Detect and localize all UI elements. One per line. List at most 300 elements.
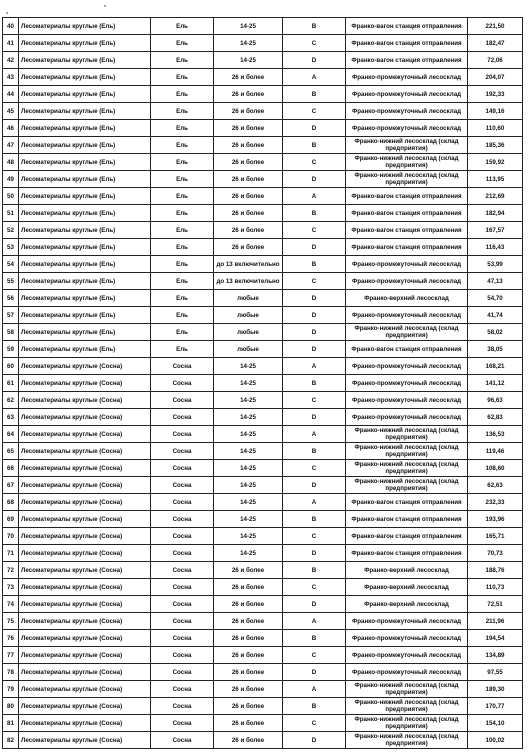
diameter-range: любые — [214, 307, 283, 324]
row-number: 71 — [3, 545, 19, 562]
species: Сосна — [151, 477, 214, 494]
species: Сосна — [151, 443, 214, 460]
price-value: 141,12 — [468, 375, 523, 392]
row-number: 63 — [3, 409, 19, 426]
price-zone: В — [283, 562, 346, 579]
diameter-range: 14-25 — [214, 18, 283, 35]
price-zone: А — [283, 613, 346, 630]
row-number: 40 — [3, 18, 19, 35]
species: Сосна — [151, 681, 214, 698]
row-number: 44 — [3, 86, 19, 103]
table-row — [3, 579, 523, 596]
diameter-range: 14-25 — [214, 477, 283, 494]
delivery-condition: Франко-промежуточный лесосклад — [346, 103, 468, 120]
delivery-condition: Франко-вагон станция отправления — [346, 52, 468, 69]
species: Ель — [151, 222, 214, 239]
price-zone: D — [283, 409, 346, 426]
table-row — [3, 205, 523, 222]
delivery-condition: Франко-промежуточный лесосклад — [346, 86, 468, 103]
table-row — [3, 154, 523, 171]
material-name: Лесоматериалы круглые (Сосна) — [19, 732, 151, 749]
species: Сосна — [151, 715, 214, 732]
delivery-condition: Франко-промежуточный лесосклад — [346, 256, 468, 273]
material-name: Лесоматериалы круглые (Сосна) — [19, 460, 151, 477]
price-zone: D — [283, 477, 346, 494]
table-row — [3, 222, 523, 239]
row-number: 62 — [3, 392, 19, 409]
price-zone: В — [283, 511, 346, 528]
delivery-condition: Франко-вагон станция отправления — [346, 511, 468, 528]
price-value: 97,55 — [468, 664, 523, 681]
diameter-range: 26 и более — [214, 205, 283, 222]
table-row — [3, 545, 523, 562]
diameter-range: 26 и более — [214, 171, 283, 188]
species: Ель — [151, 137, 214, 154]
material-name: Лесоматериалы круглые (Ель) — [19, 307, 151, 324]
price-zone: А — [283, 69, 346, 86]
row-number: 76 — [3, 630, 19, 647]
price-table-page — [2, 17, 523, 749]
table-row — [3, 307, 523, 324]
row-number: 56 — [3, 290, 19, 307]
species: Ель — [151, 86, 214, 103]
species: Ель — [151, 256, 214, 273]
material-name: Лесоматериалы круглые (Ель) — [19, 52, 151, 69]
material-name: Лесоматериалы круглые (Сосна) — [19, 528, 151, 545]
table-row — [3, 18, 523, 35]
row-number: 81 — [3, 715, 19, 732]
price-zone: А — [283, 494, 346, 511]
row-number: 82 — [3, 732, 19, 749]
table-row — [3, 256, 523, 273]
price-zone: D — [283, 596, 346, 613]
table-row — [3, 477, 523, 494]
diameter-range: 26 и более — [214, 137, 283, 154]
delivery-condition: Франко-вагон станция отправления — [346, 545, 468, 562]
material-name: Лесоматериалы круглые (Сосна) — [19, 715, 151, 732]
material-name: Лесоматериалы круглые (Сосна) — [19, 630, 151, 647]
price-value: 192,33 — [468, 86, 523, 103]
diameter-range: до 13 включительно — [214, 256, 283, 273]
table-row — [3, 103, 523, 120]
species: Ель — [151, 69, 214, 86]
material-name: Лесоматериалы круглые (Ель) — [19, 18, 151, 35]
price-value: 136,53 — [468, 426, 523, 443]
price-zone: D — [283, 171, 346, 188]
species: Сосна — [151, 409, 214, 426]
price-value: 204,07 — [468, 69, 523, 86]
diameter-range: 14-25 — [214, 375, 283, 392]
price-value: 188,76 — [468, 562, 523, 579]
diameter-range: 14-25 — [214, 545, 283, 562]
table-row — [3, 120, 523, 137]
material-name: Лесоматериалы круглые (Ель) — [19, 256, 151, 273]
species: Сосна — [151, 392, 214, 409]
diameter-range: 26 и более — [214, 239, 283, 256]
price-table — [2, 17, 523, 749]
table-row — [3, 681, 523, 698]
price-value: 70,73 — [468, 545, 523, 562]
price-zone: В — [283, 137, 346, 154]
price-zone: D — [283, 341, 346, 358]
row-number: 78 — [3, 664, 19, 681]
species: Сосна — [151, 579, 214, 596]
species: Сосна — [151, 664, 214, 681]
diameter-range: 14-25 — [214, 494, 283, 511]
row-number: 70 — [3, 528, 19, 545]
table-row — [3, 137, 523, 154]
material-name: Лесоматериалы круглые (Ель) — [19, 86, 151, 103]
delivery-condition: Франко-промежуточный лесосклад — [346, 120, 468, 137]
species: Ель — [151, 52, 214, 69]
price-zone: А — [283, 681, 346, 698]
row-number: 55 — [3, 273, 19, 290]
species: Сосна — [151, 528, 214, 545]
row-number: 50 — [3, 188, 19, 205]
material-name: Лесоматериалы круглые (Сосна) — [19, 358, 151, 375]
delivery-condition: Франко-вагон станция отправления — [346, 528, 468, 545]
price-zone: В — [283, 18, 346, 35]
price-zone: С — [283, 392, 346, 409]
table-row — [3, 69, 523, 86]
price-value: 170,77 — [468, 698, 523, 715]
table-row — [3, 52, 523, 69]
table-row — [3, 596, 523, 613]
price-value: 193,96 — [468, 511, 523, 528]
delivery-condition: Франко-нижний лесосклад (склад предприятия) — [346, 460, 468, 477]
diameter-range: любые — [214, 341, 283, 358]
price-zone: В — [283, 205, 346, 222]
delivery-condition: Франко-нижний лесосклад (склад предприятия) — [346, 154, 468, 171]
diameter-range: 26 и более — [214, 647, 283, 664]
delivery-condition: Франко-вагон станция отправления — [346, 205, 468, 222]
diameter-range: 26 и более — [214, 579, 283, 596]
material-name: Лесоматериалы круглые (Сосна) — [19, 647, 151, 664]
delivery-condition: Франко-вагон станция отправления — [346, 35, 468, 52]
row-number: 54 — [3, 256, 19, 273]
price-zone: С — [283, 528, 346, 545]
row-number: 52 — [3, 222, 19, 239]
row-number: 75 — [3, 613, 19, 630]
material-name: Лесоматериалы круглые (Сосна) — [19, 545, 151, 562]
delivery-condition: Франко-вагон станция отправления — [346, 239, 468, 256]
species: Ель — [151, 341, 214, 358]
diameter-range: любые — [214, 324, 283, 341]
diameter-range: 26 и более — [214, 103, 283, 120]
diameter-range: 26 и более — [214, 732, 283, 749]
delivery-condition: Франко-нижний лесосклад (склад предприятия) — [346, 426, 468, 443]
price-value: 54,70 — [468, 290, 523, 307]
price-value: 182,94 — [468, 205, 523, 222]
table-row — [3, 392, 523, 409]
price-value: 62,63 — [468, 477, 523, 494]
row-number: 51 — [3, 205, 19, 222]
price-zone: В — [283, 698, 346, 715]
scan-speck — [6, 12, 8, 14]
diameter-range: 26 и более — [214, 613, 283, 630]
price-zone: D — [283, 120, 346, 137]
table-row — [3, 375, 523, 392]
table-row — [3, 613, 523, 630]
price-value: 232,33 — [468, 494, 523, 511]
material-name: Лесоматериалы круглые (Сосна) — [19, 409, 151, 426]
species: Сосна — [151, 613, 214, 630]
diameter-range: 26 и более — [214, 69, 283, 86]
delivery-condition: Франко-вагон станция отправления — [346, 188, 468, 205]
species: Ель — [151, 307, 214, 324]
delivery-condition: Франко-вагон станция отправления — [346, 18, 468, 35]
price-value: 38,05 — [468, 341, 523, 358]
diameter-range: 26 и более — [214, 86, 283, 103]
delivery-condition: Франко-верхний лесосклад — [346, 562, 468, 579]
diameter-range: 26 и более — [214, 222, 283, 239]
table-row — [3, 630, 523, 647]
table-row — [3, 341, 523, 358]
table-row — [3, 273, 523, 290]
species: Ель — [151, 120, 214, 137]
price-zone: D — [283, 290, 346, 307]
material-name: Лесоматериалы круглые (Сосна) — [19, 613, 151, 630]
delivery-condition: Франко-промежуточный лесосклад — [346, 630, 468, 647]
species: Сосна — [151, 596, 214, 613]
delivery-condition: Франко-промежуточный лесосклад — [346, 273, 468, 290]
price-value: 113,95 — [468, 171, 523, 188]
price-zone: С — [283, 647, 346, 664]
material-name: Лесоматериалы круглые (Сосна) — [19, 698, 151, 715]
price-value: 189,30 — [468, 681, 523, 698]
species: Сосна — [151, 562, 214, 579]
species: Сосна — [151, 630, 214, 647]
diameter-range: 26 и более — [214, 120, 283, 137]
price-value: 185,36 — [468, 137, 523, 154]
material-name: Лесоматериалы круглые (Сосна) — [19, 477, 151, 494]
price-zone: А — [283, 358, 346, 375]
table-row — [3, 732, 523, 749]
material-name: Лесоматериалы круглые (Ель) — [19, 188, 151, 205]
diameter-range: 14-25 — [214, 392, 283, 409]
row-number: 61 — [3, 375, 19, 392]
row-number: 73 — [3, 579, 19, 596]
price-value: 149,16 — [468, 103, 523, 120]
row-number: 53 — [3, 239, 19, 256]
price-value: 72,51 — [468, 596, 523, 613]
delivery-condition: Франко-верхний лесосклад — [346, 290, 468, 307]
material-name: Лесоматериалы круглые (Ель) — [19, 222, 151, 239]
price-value: 100,02 — [468, 732, 523, 749]
species: Ель — [151, 171, 214, 188]
row-number: 42 — [3, 52, 19, 69]
price-zone: С — [283, 715, 346, 732]
price-value: 96,63 — [468, 392, 523, 409]
row-number: 58 — [3, 324, 19, 341]
price-value: 119,46 — [468, 443, 523, 460]
delivery-condition: Франко-промежуточный лесосклад — [346, 613, 468, 630]
diameter-range: 26 и более — [214, 664, 283, 681]
delivery-condition: Франко-вагон станция отправления — [346, 494, 468, 511]
price-value: 167,57 — [468, 222, 523, 239]
price-value: 110,73 — [468, 579, 523, 596]
price-value: 116,43 — [468, 239, 523, 256]
material-name: Лесоматериалы круглые (Ель) — [19, 273, 151, 290]
price-zone: D — [283, 732, 346, 749]
delivery-condition: Франко-нижний лесосклад (склад предприятия) — [346, 681, 468, 698]
table-row — [3, 698, 523, 715]
price-value: 110,60 — [468, 120, 523, 137]
material-name: Лесоматериалы круглые (Ель) — [19, 171, 151, 188]
price-value: 212,69 — [468, 188, 523, 205]
table-row — [3, 494, 523, 511]
table-row — [3, 324, 523, 341]
price-zone: С — [283, 579, 346, 596]
row-number: 45 — [3, 103, 19, 120]
material-name: Лесоматериалы круглые (Сосна) — [19, 443, 151, 460]
table-row — [3, 358, 523, 375]
row-number: 74 — [3, 596, 19, 613]
table-row — [3, 290, 523, 307]
row-number: 49 — [3, 171, 19, 188]
diameter-range: до 13 включительно — [214, 273, 283, 290]
row-number: 65 — [3, 443, 19, 460]
species: Ель — [151, 290, 214, 307]
material-name: Лесоматериалы круглые (Ель) — [19, 341, 151, 358]
table-row — [3, 647, 523, 664]
delivery-condition: Франко-нижний лесосклад (склад предприятия) — [346, 732, 468, 749]
price-zone: С — [283, 103, 346, 120]
price-table-body — [3, 18, 523, 749]
price-zone: А — [283, 426, 346, 443]
price-value: 47,13 — [468, 273, 523, 290]
table-row — [3, 171, 523, 188]
diameter-range: 14-25 — [214, 35, 283, 52]
delivery-condition: Франко-промежуточный лесосклад — [346, 664, 468, 681]
diameter-range: 26 и более — [214, 715, 283, 732]
delivery-condition: Франко-нижний лесосклад (склад предприятия) — [346, 324, 468, 341]
row-number: 79 — [3, 681, 19, 698]
price-zone: С — [283, 273, 346, 290]
diameter-range: 14-25 — [214, 460, 283, 477]
species: Сосна — [151, 358, 214, 375]
diameter-range: 14-25 — [214, 528, 283, 545]
material-name: Лесоматериалы круглые (Ель) — [19, 35, 151, 52]
species: Ель — [151, 239, 214, 256]
material-name: Лесоматериалы круглые (Сосна) — [19, 664, 151, 681]
species: Сосна — [151, 426, 214, 443]
table-row — [3, 562, 523, 579]
row-number: 67 — [3, 477, 19, 494]
price-value: 72,06 — [468, 52, 523, 69]
row-number: 64 — [3, 426, 19, 443]
diameter-range: 14-25 — [214, 358, 283, 375]
table-row — [3, 426, 523, 443]
price-zone: D — [283, 324, 346, 341]
price-value: 58,02 — [468, 324, 523, 341]
delivery-condition: Франко-промежуточный лесосклад — [346, 409, 468, 426]
price-zone: В — [283, 256, 346, 273]
price-zone: D — [283, 664, 346, 681]
row-number: 46 — [3, 120, 19, 137]
diameter-range: 26 и более — [214, 562, 283, 579]
material-name: Лесоматериалы круглые (Сосна) — [19, 511, 151, 528]
material-name: Лесоматериалы круглые (Ель) — [19, 324, 151, 341]
row-number: 57 — [3, 307, 19, 324]
delivery-condition: Франко-верхний лесосклад — [346, 579, 468, 596]
price-value: 165,71 — [468, 528, 523, 545]
price-zone: В — [283, 86, 346, 103]
diameter-range: 14-25 — [214, 52, 283, 69]
species: Ель — [151, 205, 214, 222]
price-value: 108,60 — [468, 460, 523, 477]
material-name: Лесоматериалы круглые (Сосна) — [19, 579, 151, 596]
row-number: 48 — [3, 154, 19, 171]
material-name: Лесоматериалы круглые (Сосна) — [19, 494, 151, 511]
row-number: 60 — [3, 358, 19, 375]
species: Сосна — [151, 511, 214, 528]
row-number: 77 — [3, 647, 19, 664]
delivery-condition: Франко-вагон станция отправления — [346, 222, 468, 239]
material-name: Лесоматериалы круглые (Ель) — [19, 205, 151, 222]
species: Ель — [151, 35, 214, 52]
material-name: Лесоматериалы круглые (Ель) — [19, 103, 151, 120]
species: Ель — [151, 324, 214, 341]
delivery-condition: Франко-промежуточный лесосклад — [346, 375, 468, 392]
diameter-range: 26 и более — [214, 681, 283, 698]
table-row — [3, 35, 523, 52]
price-value: 168,21 — [468, 358, 523, 375]
table-row — [3, 443, 523, 460]
scan-speck — [104, 5, 106, 7]
species: Ель — [151, 154, 214, 171]
row-number: 43 — [3, 69, 19, 86]
material-name: Лесоматериалы круглые (Сосна) — [19, 596, 151, 613]
material-name: Лесоматериалы круглые (Сосна) — [19, 562, 151, 579]
price-value: 194,54 — [468, 630, 523, 647]
table-row — [3, 664, 523, 681]
price-zone: С — [283, 154, 346, 171]
species: Сосна — [151, 375, 214, 392]
table-row — [3, 460, 523, 477]
row-number: 69 — [3, 511, 19, 528]
price-value: 221,50 — [468, 18, 523, 35]
price-zone: С — [283, 222, 346, 239]
row-number: 66 — [3, 460, 19, 477]
delivery-condition: Франко-промежуточный лесосклад — [346, 307, 468, 324]
diameter-range: 26 и более — [214, 630, 283, 647]
price-value: 134,89 — [468, 647, 523, 664]
diameter-range: любые — [214, 290, 283, 307]
species: Сосна — [151, 460, 214, 477]
price-zone: С — [283, 460, 346, 477]
price-zone: В — [283, 630, 346, 647]
diameter-range: 14-25 — [214, 443, 283, 460]
row-number: 59 — [3, 341, 19, 358]
diameter-range: 26 и более — [214, 698, 283, 715]
diameter-range: 14-25 — [214, 426, 283, 443]
price-zone: А — [283, 188, 346, 205]
species: Сосна — [151, 545, 214, 562]
delivery-condition: Франко-нижний лесосклад (склад предприятия) — [346, 443, 468, 460]
price-value: 182,47 — [468, 35, 523, 52]
species: Ель — [151, 18, 214, 35]
delivery-condition: Франко-верхний лесосклад — [346, 596, 468, 613]
diameter-range: 26 и более — [214, 154, 283, 171]
material-name: Лесоматериалы круглые (Ель) — [19, 69, 151, 86]
material-name: Лесоматериалы круглые (Сосна) — [19, 426, 151, 443]
species: Сосна — [151, 698, 214, 715]
price-value: 62,83 — [468, 409, 523, 426]
material-name: Лесоматериалы круглые (Ель) — [19, 120, 151, 137]
price-zone: С — [283, 35, 346, 52]
table-row — [3, 86, 523, 103]
